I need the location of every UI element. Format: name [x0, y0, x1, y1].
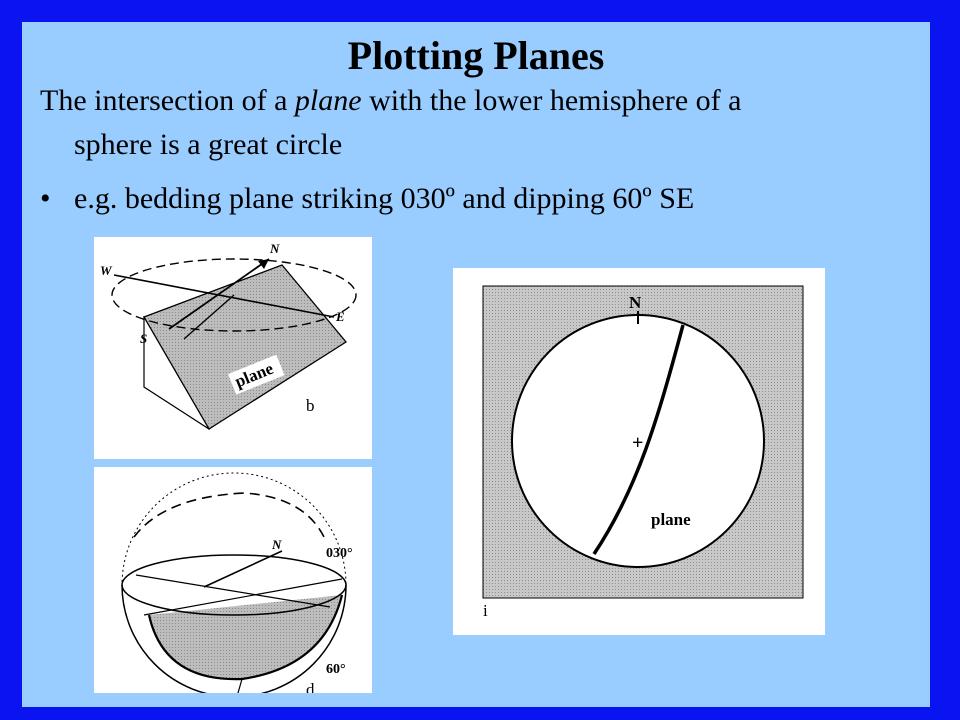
figure-b-south-label: S: [140, 331, 148, 346]
slide-title: Plotting Planes: [347, 33, 605, 78]
body-line-2: sphere is a great circle: [74, 128, 343, 161]
body-line-1: [40, 84, 741, 118]
figure-i-north-label: N: [629, 293, 642, 312]
body-line-1-emphasis: plane: [294, 84, 362, 117]
figure-d-letter: d: [306, 680, 315, 693]
figure-d-north-label: N: [272, 537, 282, 552]
bullet-text: e.g. bedding plane striking 030º and dipping 60º SE: [74, 182, 695, 215]
bullet-dot: •: [40, 182, 51, 215]
figure-d-drawing: [94, 467, 372, 693]
figure-b: [94, 237, 372, 459]
body-line-1-pre: The intersection of a: [40, 84, 295, 117]
figure-b-letter: b: [306, 396, 315, 415]
slide: [22, 22, 930, 707]
body-line-1-post: with the lower hemisphere of a: [361, 84, 742, 117]
figure-b-north-label: N: [270, 241, 280, 256]
figure-b-plane-label: plane: [232, 358, 277, 392]
figure-b-west-label: W: [100, 263, 112, 278]
figure-i-letter: i: [483, 601, 488, 620]
figure-i-drawing: [453, 268, 825, 635]
figure-i-plane-label: plane: [651, 510, 691, 529]
figure-d: [94, 467, 372, 693]
figure-i-center-mark: +: [632, 432, 644, 454]
figure-b-east-label: E: [336, 309, 345, 324]
figure-d-dip-label: 60°: [326, 662, 346, 677]
figure-i-stereonet: [453, 268, 825, 635]
figure-d-strike-label: 030°: [326, 546, 353, 561]
figure-b-drawing: [94, 237, 372, 459]
